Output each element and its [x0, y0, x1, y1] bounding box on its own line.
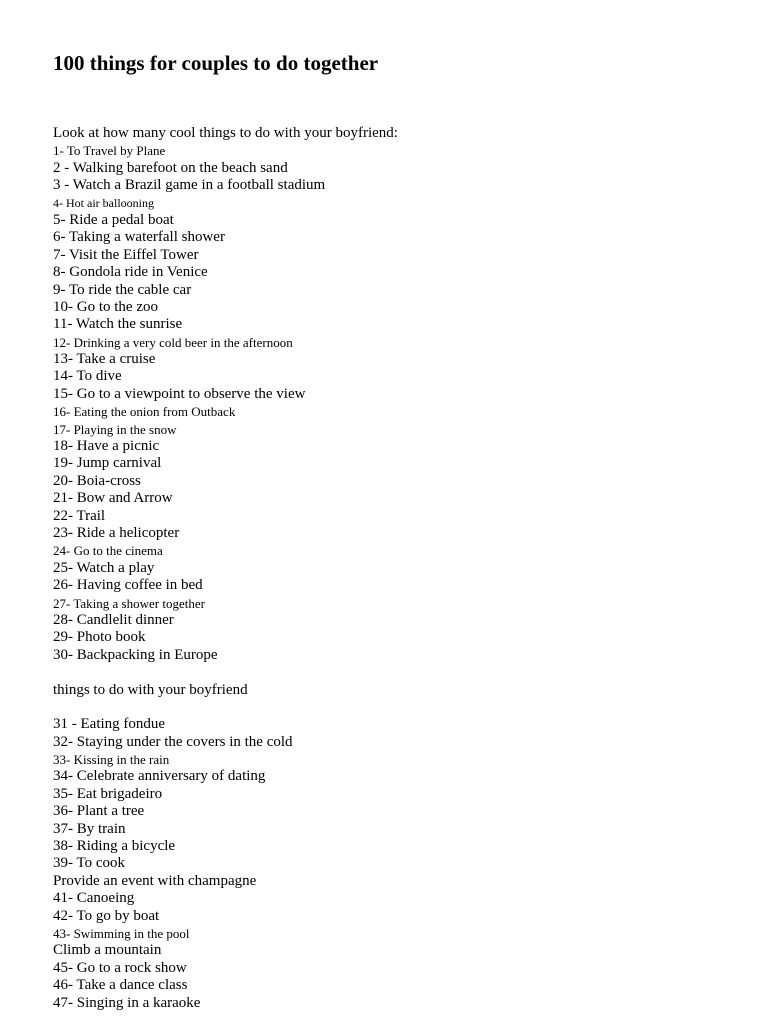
list-item: 2 - Walking barefoot on the beach sand: [53, 159, 288, 176]
list-item: 9- To ride the cable car: [53, 281, 192, 298]
list-item: 18- Have a picnic: [53, 438, 160, 455]
list-item: 29- Photo book: [53, 629, 146, 646]
section-heading: things to do with your boyfriend: [53, 681, 248, 698]
list-item: 1- To Travel by Plane: [53, 143, 166, 159]
list-item: 19- Jump carnival: [53, 455, 162, 472]
list-item: 24- Go to the cinema: [53, 543, 163, 559]
document-page: [53, 50, 743, 1012]
list-item: 37- By train: [53, 820, 126, 837]
list-item: 22- Trail: [53, 507, 106, 524]
list-item: 46- Take a dance class: [53, 977, 188, 994]
list-item: 13- Take a cruise: [53, 351, 156, 368]
list-item: 3 - Watch a Brazil game in a football stadium: [53, 177, 326, 194]
list-item: 47- Singing in a karaoke: [53, 994, 201, 1011]
list-item: 27- Taking a shower together: [53, 595, 205, 611]
list-item: 39- To cook: [53, 855, 125, 872]
list-item: 30- Backpacking in Europe: [53, 646, 218, 663]
list-item: 5- Ride a pedal boat: [53, 211, 174, 228]
list-item: Provide an event with champagne: [53, 872, 257, 889]
list-item: 16- Eating the onion from Outback: [53, 404, 236, 420]
list-item: 11- Watch the sunrise: [53, 316, 183, 333]
list-item: 31 - Eating fondue: [53, 716, 166, 733]
list-item: 4- Hot air ballooning: [53, 195, 154, 210]
item-list-part1: [53, 142, 743, 664]
item-list-part2: [53, 716, 743, 1012]
list-item: 43- Swimming in the pool: [53, 926, 190, 941]
list-item: 23- Ride a helicopter: [53, 525, 180, 541]
list-item: 7- Visit the Eiffel Tower: [53, 246, 199, 263]
list-item: 42- To go by boat: [53, 907, 160, 924]
list-item: 15- Go to a viewpoint to observe the view: [53, 385, 306, 402]
list-item: 21- Bow and Arrow: [53, 490, 173, 507]
list-item: 28- Candlelit dinner: [53, 611, 174, 628]
list-item: 17- Playing in the snow: [53, 421, 177, 437]
list-item: 12- Drinking a very cold beer in the afternoon: [53, 334, 293, 350]
list-item: 35- Eat brigadeiro: [53, 785, 163, 802]
list-item: 14- To dive: [53, 368, 122, 385]
list-item: 20- Boia-cross: [53, 472, 141, 489]
list-item: 36- Plant a tree: [53, 803, 145, 820]
list-item: 8- Gondola ride in Venice: [53, 264, 208, 281]
list-item: 38- Riding a bicycle: [53, 838, 176, 855]
list-item: 33- Kissing in the rain: [53, 752, 170, 768]
list-item: 10- Go to the zoo: [53, 298, 158, 315]
intro-text: Look at how many cool things to do with your boyfriend:: [53, 125, 398, 141]
list-item: 32- Staying under the covers in the cold: [53, 733, 293, 750]
list-item: 45- Go to a rock show: [53, 959, 187, 976]
list-item: 34- Celebrate anniversary of dating: [53, 768, 266, 785]
document-title: 100 things for couples to do together: [53, 51, 379, 75]
list-item: 26- Having coffee in bed: [53, 577, 203, 594]
list-item: 6- Taking a waterfall shower: [53, 229, 225, 246]
list-item: Climb a mountain: [53, 942, 162, 959]
list-item: 41- Canoeing: [53, 890, 135, 907]
list-item: 25- Watch a play: [53, 559, 155, 576]
